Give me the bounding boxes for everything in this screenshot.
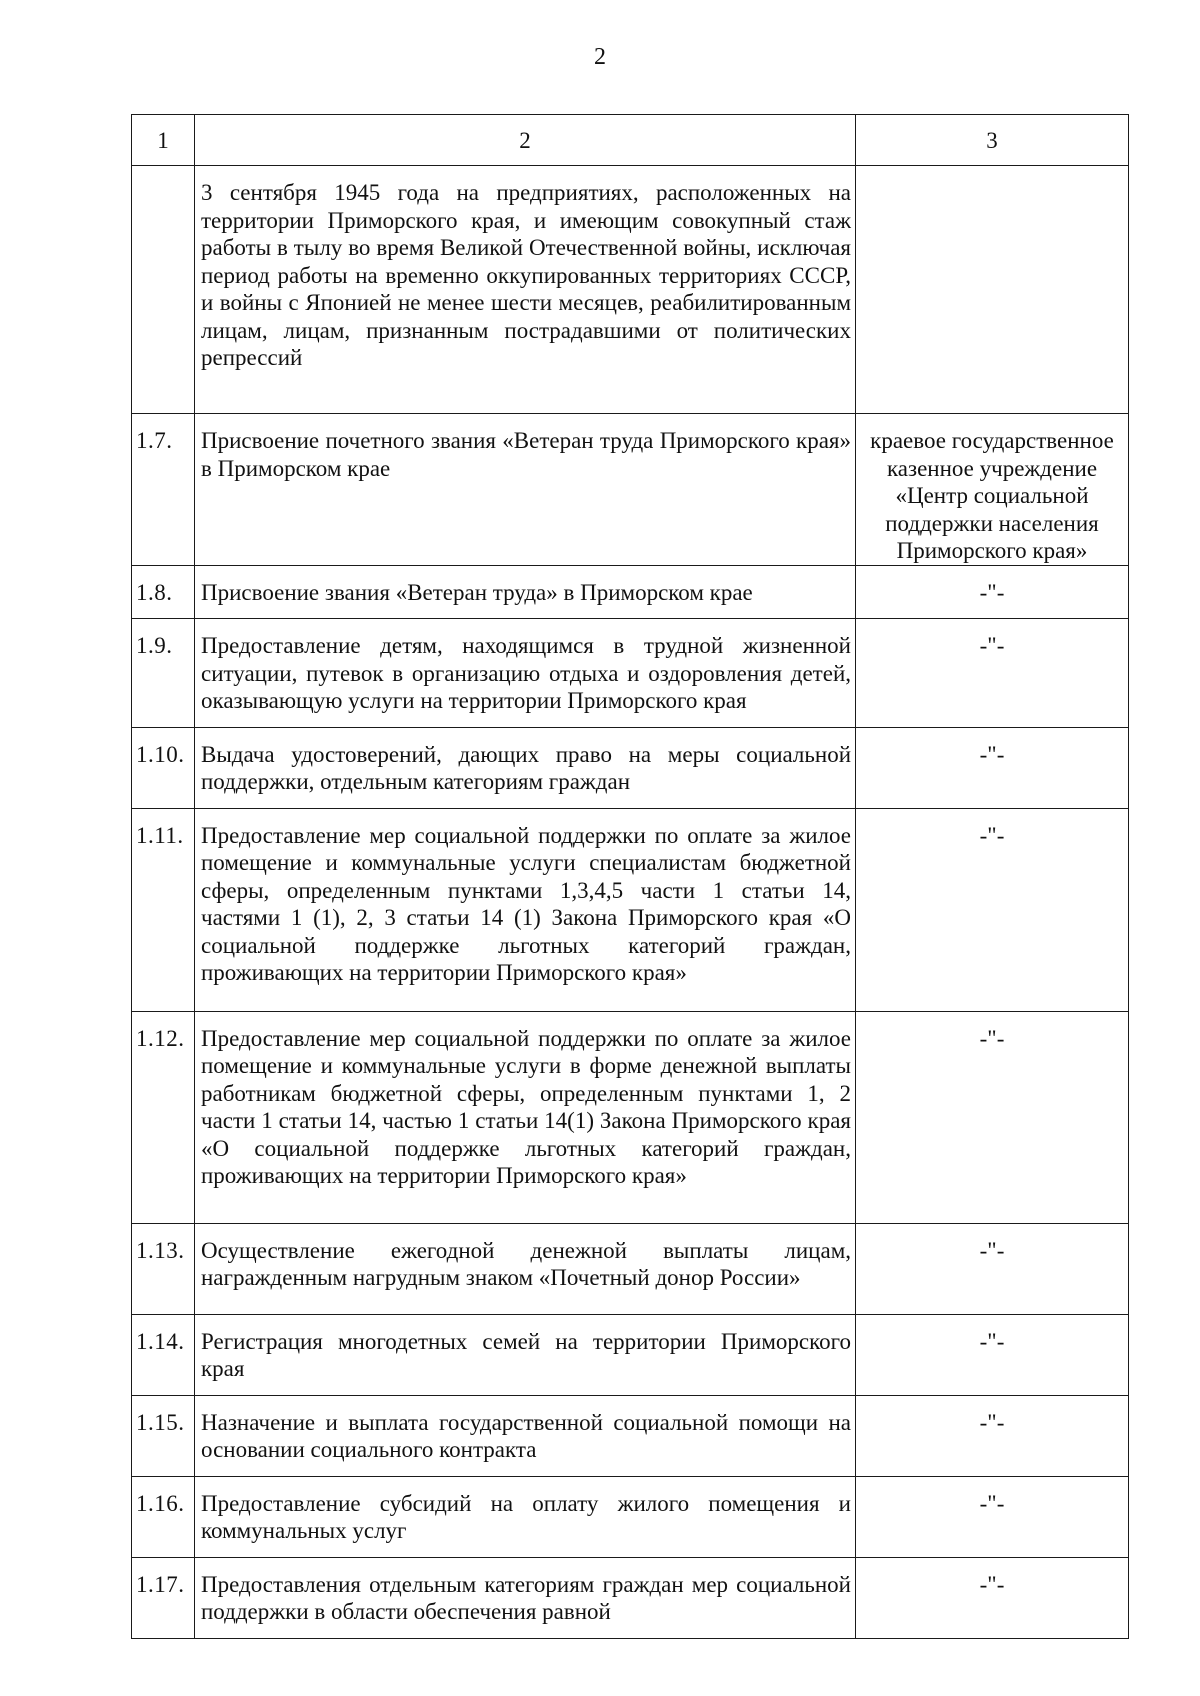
row-org: -"- [856, 619, 1129, 728]
table-row [132, 1011, 1129, 1223]
table-row [132, 1314, 1129, 1395]
row-number: 1.12. [132, 1011, 195, 1223]
table-row [132, 414, 1129, 566]
row-number [132, 166, 195, 414]
row-org: -"- [856, 1476, 1129, 1557]
page-number: 2 [594, 44, 606, 70]
row-org: -"- [856, 1557, 1129, 1638]
row-number: 1.16. [132, 1476, 195, 1557]
row-number: 1.8. [132, 565, 195, 619]
table-row [132, 1223, 1129, 1314]
row-number: 1.17. [132, 1557, 195, 1638]
row-number: 1.13. [132, 1223, 195, 1314]
header-col-1: 1 [132, 115, 195, 166]
row-text: Присвоение звания «Ветеран труда» в Приморском крае [195, 565, 856, 619]
row-org: -"- [856, 565, 1129, 619]
row-org: -"- [856, 808, 1129, 1011]
row-org: краевое государственное казенное учреждение «Центр социальной поддержки населения Приморского края» [856, 414, 1129, 566]
services-table [131, 114, 1129, 1639]
table-row [132, 727, 1129, 808]
row-text: Предоставления отдельным категориям граждан мер социальной поддержки в области обеспечения равной [195, 1557, 856, 1638]
row-number: 1.10. [132, 727, 195, 808]
row-text: Предоставление мер социальной поддержки по оплате за жилое помещение и коммунальные услуги в форме денежной выплаты работникам бюджетной сферы, определенным пунктами 1, 2 части 1 статьи 14, частью 1 статьи 14(1) Закона Приморского края «О социальной поддержке льготных категорий граждан, проживающих на территории Приморского края» [195, 1011, 856, 1223]
row-text: Присвоение почетного звания «Ветеран труда Приморского края» в Приморском крае [195, 414, 856, 566]
table-row [132, 808, 1129, 1011]
table-row-continuation [132, 166, 1129, 414]
table-header-row [132, 115, 1129, 166]
row-number: 1.9. [132, 619, 195, 728]
row-text: Предоставление детям, находящимся в трудной жизненной ситуации, путевок в организацию отдыха и оздоровления детей, оказывающую услуги на территории Приморского края [195, 619, 856, 728]
row-org [856, 166, 1129, 414]
table-row [132, 1395, 1129, 1476]
row-text: Осуществление ежегодной денежной выплаты лицам, награжденным нагрудным знаком «Почетный донор России» [195, 1223, 856, 1314]
table-row [132, 1557, 1129, 1638]
row-text: 3 сентября 1945 года на предприятиях, расположенных на территории Приморского края, и имеющим совокупный стаж работы в тылу во время Великой Отечественной войны, исключая период работы на временно оккупированных территориях СССР, и войны с Японией не менее шести месяцев, реабилитированным лицам, лицам, признанным пострадавшими от политических репрессий [195, 166, 856, 414]
table-row [132, 565, 1129, 619]
header-col-3: 3 [856, 115, 1129, 166]
row-text: Предоставление мер социальной поддержки по оплате за жилое помещение и коммунальные услуги специалистам бюджетной сферы, определенным пунктами 1,3,4,5 части 1 статьи 14, частями 1 (1), 2, 3 статьи 14 (1) Закона Приморского края «О социальной поддержке льготных категорий граждан, проживающих на территории Приморского края» [195, 808, 856, 1011]
row-text: Регистрация многодетных семей на территории Приморского края [195, 1314, 856, 1395]
header-col-2: 2 [195, 115, 856, 166]
row-number: 1.7. [132, 414, 195, 566]
table-row [132, 619, 1129, 728]
row-org: -"- [856, 1314, 1129, 1395]
row-org: -"- [856, 1011, 1129, 1223]
row-org: -"- [856, 1223, 1129, 1314]
row-text: Предоставление субсидий на оплату жилого помещения и коммунальных услуг [195, 1476, 856, 1557]
row-text: Выдача удостоверений, дающих право на меры социальной поддержки, отдельным категориям граждан [195, 727, 856, 808]
row-number: 1.15. [132, 1395, 195, 1476]
row-number: 1.14. [132, 1314, 195, 1395]
row-text: Назначение и выплата государственной социальной помощи на основании социального контракта [195, 1395, 856, 1476]
table-row [132, 1476, 1129, 1557]
row-number: 1.11. [132, 808, 195, 1011]
row-org: -"- [856, 727, 1129, 808]
row-org: -"- [856, 1395, 1129, 1476]
